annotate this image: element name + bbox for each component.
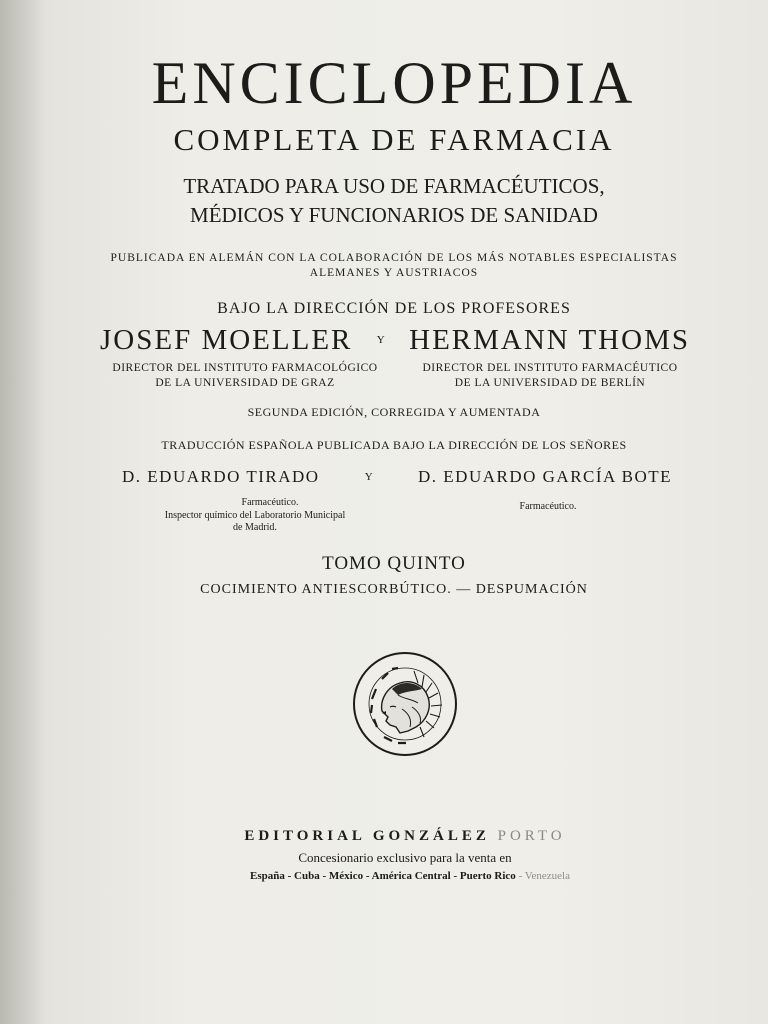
- translator-garcia-bote: D. EDUARDO GARCÍA BOTE: [418, 467, 672, 486]
- volume-number: TOMO QUINTO: [322, 553, 466, 574]
- publisher-countries-faded: - Venezuela: [518, 870, 570, 882]
- publication-note-line-2: ALEMANES Y AUSTRIACOS: [309, 267, 479, 279]
- treatise-line-2: MÉDICOS Y FUNCIONARIOS DE SANIDAD: [190, 203, 598, 227]
- author-thoms: HERMANN THOMS: [409, 324, 690, 356]
- edition-note: SEGUNDA EDICIÓN, CORREGIDA Y AUMENTADA: [247, 405, 541, 419]
- translators-row: [122, 467, 672, 487]
- translator-garcia-bote-title: Farmacéutico.: [519, 501, 577, 512]
- treatise-description: [60, 172, 728, 230]
- publisher-name-faded: PORTO: [497, 828, 566, 844]
- book-subtitle: COMPLETA DE FARMACIA: [173, 122, 615, 157]
- publisher-concession: Concesionario exclusivo para la venta en: [298, 850, 512, 865]
- author-moeller-role-line-2: DE LA UNIVERSIDAD DE GRAZ: [155, 377, 335, 389]
- authors-conjunction: Y: [376, 334, 385, 346]
- publisher-name: [210, 828, 600, 845]
- publication-note-line-1: PUBLICADA EN ALEMÁN CON LA COLABORACIÓN DE LOS MÁS NOTABLES ESPECIALISTAS: [110, 252, 678, 264]
- athena-helmet-seal-icon: [352, 651, 458, 757]
- author-moeller: JOSEF MOELLER: [100, 324, 353, 356]
- publisher-countries-main: España - Cuba - México - América Central - Puerto Rico: [250, 870, 516, 882]
- publication-note: [60, 251, 728, 281]
- translator-tirado: D. EDUARDO TIRADO: [122, 467, 320, 486]
- publisher-name-main: EDITORIAL GONZÁLEZ: [244, 828, 490, 844]
- author-moeller-role: [105, 361, 385, 391]
- authors-row: [100, 322, 690, 358]
- publisher-countries: [180, 870, 640, 882]
- author-moeller-role-line-1: DIRECTOR DEL INSTITUTO FARMACOLÓGICO: [112, 362, 378, 374]
- author-thoms-role-line-2: DE LA UNIVERSIDAD DE BERLÍN: [454, 377, 646, 389]
- author-thoms-role-line-1: DIRECTOR DEL INSTITUTO FARMACÉUTICO: [422, 362, 678, 374]
- translator-tirado-title: Farmacéutico.: [241, 497, 299, 508]
- translator-tirado-position-line-2: de Madrid.: [233, 522, 277, 533]
- translators-conjunction: Y: [364, 471, 373, 483]
- direction-heading: BAJO LA DIRECCIÓN DE LOS PROFESORES: [217, 300, 571, 317]
- treatise-line-1: TRATADO PARA USO DE FARMACÉUTICOS,: [183, 174, 605, 198]
- book-title: ENCICLOPEDIA: [151, 50, 637, 116]
- author-thoms-role: [410, 361, 690, 391]
- translator-tirado-position: [130, 510, 380, 534]
- translation-note: TRADUCCIÓN ESPAÑOLA PUBLICADA BAJO LA DIRECCIÓN DE LOS SEÑORES: [161, 438, 627, 452]
- book-gutter-edge: [0, 0, 46, 1024]
- volume-contents: COCIMIENTO ANTIESCORBÚTICO. — DESPUMACIÓN: [200, 582, 588, 597]
- translator-tirado-position-line-1: Inspector químico del Laboratorio Municipal: [164, 510, 346, 521]
